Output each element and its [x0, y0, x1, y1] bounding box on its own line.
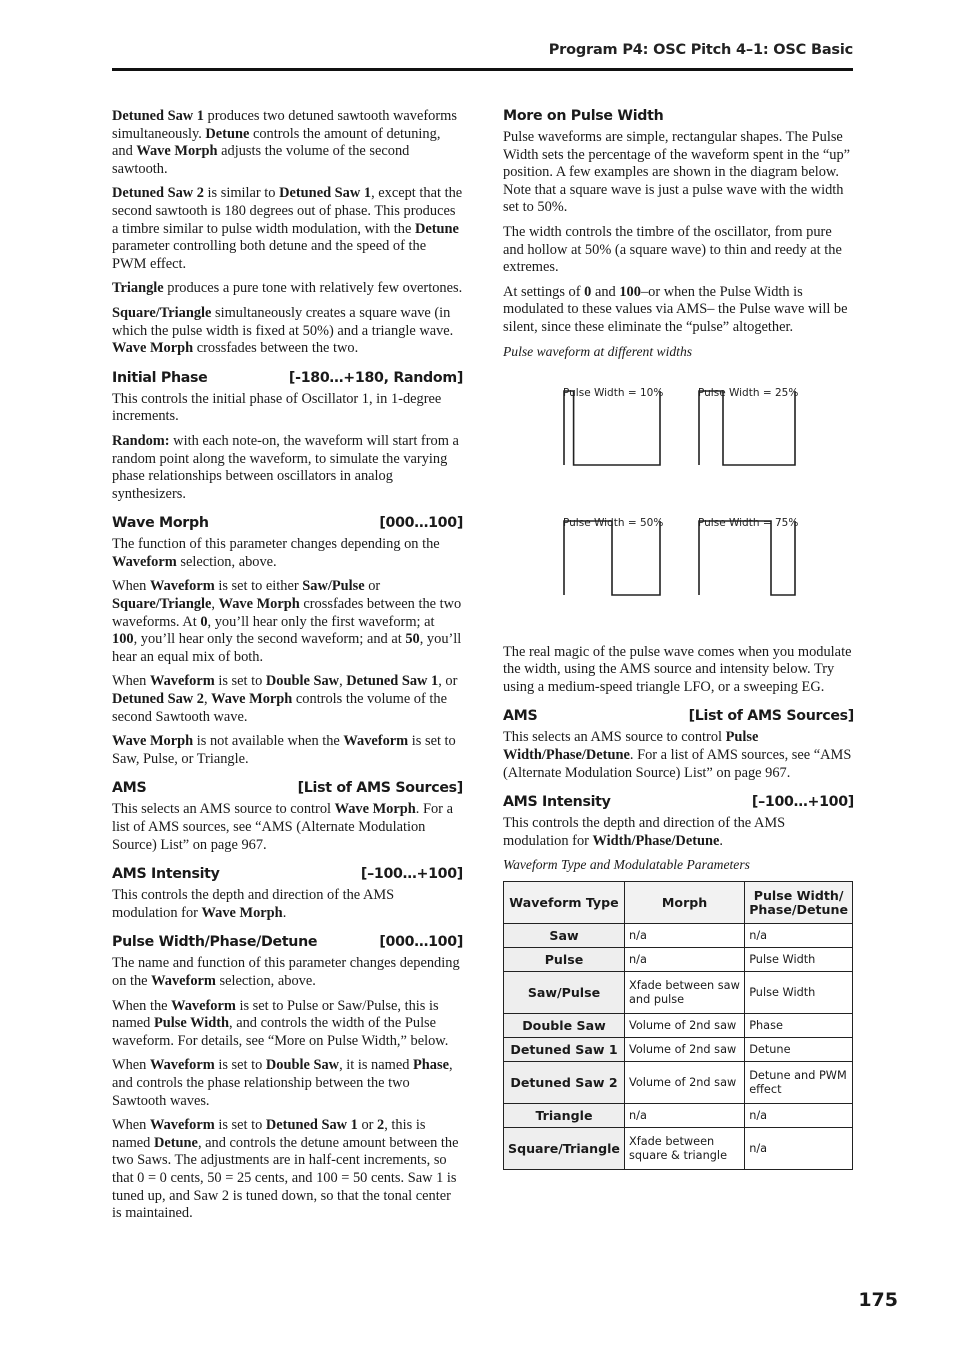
table-caption: Waveform Type and Modulatable Parameters — [503, 857, 750, 873]
pulse-paragraph-3: At settings of 0 and 100–or when the Pulse Width is modulated to these values via AMS– the Pulse wave will be silent, since these eliminate the “pulse” altogether. — [503, 283, 848, 335]
initial-phase-paragraph: This controls the initial phase of Oscillator 1, in 1-degree increments. — [112, 390, 442, 425]
table-row: Detuned Saw 2 Volume of 2nd saw Detune and PWM effect — [504, 1062, 853, 1104]
ams-heading-left: AMS [List of AMS Sources] — [112, 780, 463, 797]
header-title: Program P4: OSC Pitch 4–1: OSC Basic — [548, 42, 853, 58]
table-row: Saw/Pulse Xfade between saw and pulse Pulse Width — [504, 972, 853, 1014]
pwpd-paragraph-4: When Waveform is set to Detuned Saw 1 or 2, this is named Detune, and controls the detune amount between the two Saws. The adjustments are in half-cent increments, so that 0 = 0 cents, 50 = 25 cents, and 100 = 50 cents. Saw 1 is tuned up, and Saw 2 is tuned down, so that the tonal center is maintained. — [112, 1117, 459, 1222]
detuned-saw-1-paragraph: Detuned Saw 1 produces two detuned sawtooth waveforms simultaneously. Detune controls the amount of detuning, and Wave Morph adjusts the volume of the second sawtooth. — [112, 108, 457, 177]
ams-intensity-range-left: [–100…+100] — [360, 866, 463, 883]
wave-morph-paragraph-2: When Waveform is set to either Saw/Pulse or Square/Triangle, Wave Morph crossfades between the two waveforms. At 0, you’ll hear only the first waveform; at 100, you’ll hear only the second waveform; and at 50, you’ll hear an equal mix of both. — [112, 578, 462, 665]
page-header — [112, 40, 853, 71]
ams-heading-right: AMS [List of AMS Sources] — [503, 708, 854, 725]
pulse-width-phase-detune-heading: Pulse Width/Phase/Detune [000…100] — [112, 934, 463, 951]
detuned-saw-2-paragraph: Detuned Saw 2 is similar to Detuned Saw 1, except that the second sawtooth is 180 degrees out of phase. This produces a timbre similar to pulse width modulation, with the Detune parameter controlling both detune and the speed of the PWM effect. — [112, 185, 463, 272]
ams-intensity-heading-right: AMS Intensity [–100…+100] — [503, 794, 854, 811]
more-on-pulse-width-heading: More on Pulse Width — [503, 108, 664, 124]
table-row: Double Saw Volume of 2nd saw Phase — [504, 1014, 853, 1038]
waveform-parameters-table — [503, 881, 853, 1170]
pulse-wave-50 — [564, 521, 660, 595]
ams-paragraph-right: This selects an AMS source to control Pulse Width/Phase/Detune. For a list of AMS sources, see “AMS (Alternate Modulation Source) List” on page 967. — [503, 729, 852, 781]
pulse-paragraph-2: The width controls the timbre of the oscillator, from pure and hollow at 50% (a square wave) to thin and reedy at the extremes. — [503, 223, 842, 276]
pulse-width-diagram — [503, 368, 854, 640]
table-row: Triangle n/a n/a — [504, 1104, 853, 1128]
pulse-magic-paragraph: The real magic of the pulse wave comes when you modulate the width, using the AMS source and intensity below. Try using a medium-speed triangle LFO, or a sweeping EG. — [503, 643, 852, 695]
initial-phase-heading: Initial Phase [-180…+180, Random] — [112, 369, 463, 386]
wave-morph-paragraph-4: Wave Morph is not available when the Waveform is set to Saw, Pulse, or Triangle. — [112, 733, 456, 767]
square-triangle-paragraph: Square/Triangle simultaneously creates a square wave (in which the pulse width is fixed at 50%) and a triangle wave. Wave Morph crossfades between the two. — [112, 304, 454, 357]
ams-intensity-range-right: [–100…+100] — [751, 794, 854, 811]
pulse-wave-75 — [699, 521, 795, 595]
ams-paragraph-left: This selects an AMS source to control Wave Morph. For a list of AMS sources, see “AMS (Alternate Modulation Source) List” on page 967. — [112, 801, 453, 853]
table-header-morph: Morph — [624, 882, 744, 924]
wave-morph-heading: Wave Morph [000…100] — [112, 515, 463, 532]
table-header-waveform-type: Waveform Type — [504, 882, 625, 924]
random-paragraph: Random: with each note-on, the waveform will start from a random point along the waveform, to simulate the varying phase relationships between oscillators in analog synthesizers. — [112, 432, 459, 502]
pulse-wave-10 — [564, 391, 660, 465]
ams-intensity-paragraph-right: This controls the depth and direction of the AMS modulation for Width/Phase/Detune. — [503, 815, 786, 849]
pulse-width-phase-detune-range: [000…100] — [379, 934, 463, 951]
page-number: 175 — [858, 1289, 898, 1311]
pulse-wave-25 — [699, 391, 795, 465]
wave-morph-paragraph-3: When Waveform is set to Double Saw, Detuned Saw 1, or Detuned Saw 2, Wave Morph controls the volume of the second Sawtooth wave. — [112, 673, 458, 725]
pulse-paragraph-1: Pulse waveforms are simple, rectangular shapes. The Pulse Width sets the percentage of the waveform spent in the “up” position. A few examples are shown in the diagram below. Note that a square wave is just a pulse wave with the width set to 50%. — [503, 129, 851, 216]
table-header-pulse-width: Pulse Width/ Phase/Detune — [745, 882, 853, 924]
left-column — [112, 108, 463, 1230]
pwpd-paragraph-3: When Waveform is set to Double Saw, it is named Phase, and controls the phase relationship between the two Sawtooth waves. — [112, 1057, 453, 1109]
pulse-diagram-caption: Pulse waveform at different widths — [503, 343, 693, 359]
right-column — [503, 108, 854, 1170]
pulse-label-75: Pulse Width = 75% — [698, 516, 799, 529]
pulse-label-10: Pulse Width = 10% — [563, 386, 664, 399]
wave-morph-paragraph-1: The function of this parameter changes depending on the Waveform selection, above. — [112, 536, 440, 570]
triangle-paragraph: Triangle produces a pure tone with relatively few overtones. — [112, 280, 463, 297]
wave-morph-range: [000…100] — [379, 515, 463, 532]
table-header-row — [504, 882, 853, 924]
pulse-label-25: Pulse Width = 25% — [698, 386, 799, 399]
initial-phase-range: [-180…+180, Random] — [288, 369, 463, 386]
ams-intensity-paragraph-left: This controls the depth and direction of the AMS modulation for Wave Morph. — [112, 887, 395, 921]
pwpd-paragraph-1: The name and function of this parameter changes depending on the Waveform selection, above. — [112, 955, 460, 989]
table-row: Detuned Saw 1 Volume of 2nd saw Detune — [504, 1038, 853, 1062]
pulse-label-50: Pulse Width = 50% — [563, 516, 664, 529]
ams-range-right: [List of AMS Sources] — [688, 708, 854, 725]
ams-intensity-heading-left: AMS Intensity [–100…+100] — [112, 866, 463, 883]
pwpd-paragraph-2: When the Waveform is set to Pulse or Saw/Pulse, this is named Pulse Width, and controls the width of the Pulse waveform. For details, see “More on Pulse Width,” below. — [112, 997, 449, 1049]
table-row: Saw n/a n/a — [504, 924, 853, 948]
table-row: Square/Triangle Xfade between square & triangle n/a — [504, 1128, 853, 1170]
table-row: Pulse n/a Pulse Width — [504, 948, 853, 972]
ams-range-left: [List of AMS Sources] — [297, 780, 463, 797]
